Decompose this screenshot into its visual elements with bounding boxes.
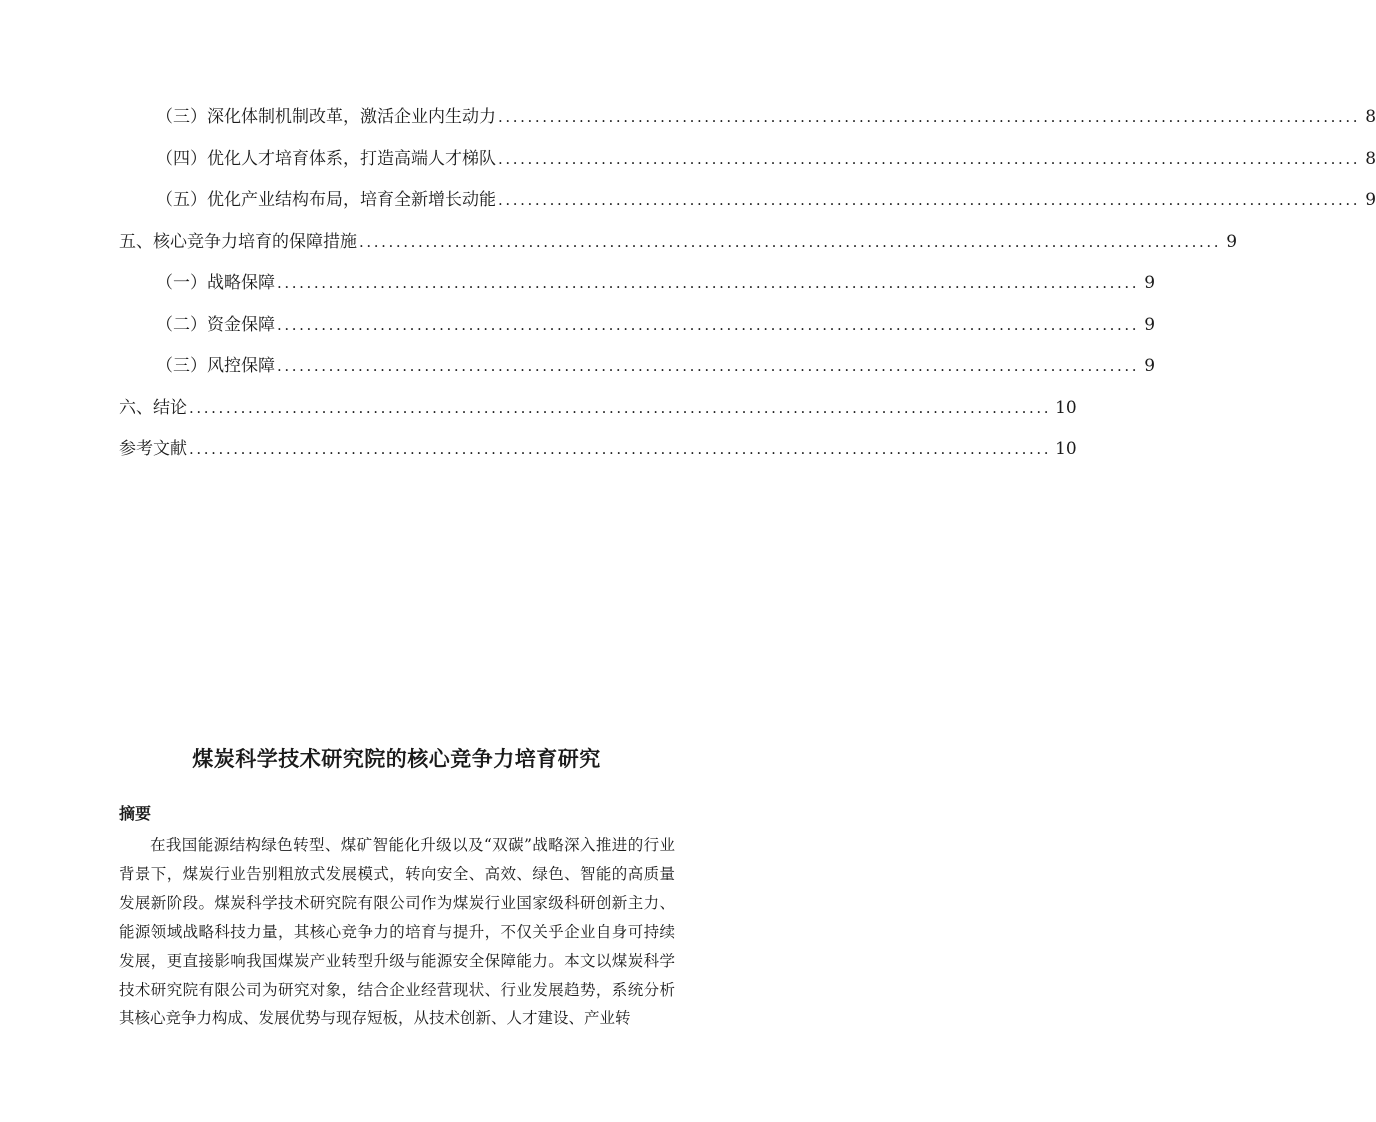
- toc-entry-title: （五）优化产业结构布局，培育全新增长动能: [156, 190, 496, 210]
- toc-leader-dots: .....................................................................................................................: [498, 191, 1361, 209]
- toc-entry[interactable]: [0, 188, 1376, 212]
- toc-entry-title: 参考文献: [119, 439, 187, 459]
- toc-page-number: 10: [1055, 439, 1077, 459]
- toc-entry-title: 六、结论: [119, 398, 187, 418]
- toc-leader-dots: .....................................................................................................................: [498, 150, 1361, 168]
- toc-page-number: 8: [1365, 107, 1376, 127]
- toc-entry[interactable]: [0, 354, 1156, 378]
- toc-entry[interactable]: [0, 147, 1376, 171]
- toc-entry[interactable]: [0, 271, 1156, 295]
- toc-page-number: 9: [1226, 232, 1238, 252]
- toc-leader-dots: .....................................................................................................................: [189, 440, 1052, 458]
- document-title: 煤炭科学技术研究院的核心竞争力培育研究: [192, 747, 601, 771]
- abstract-heading: 摘要: [119, 804, 152, 823]
- toc-entry-title: （三）深化体制机制改革，激活企业内生动力: [156, 107, 496, 127]
- toc-entry-title: （二）资金保障: [156, 315, 275, 335]
- toc-leader-dots: .....................................................................................................................: [277, 316, 1140, 334]
- toc-page-number: 9: [1144, 273, 1156, 293]
- toc-entry-title: 五、核心竞争力培育的保障措施: [119, 232, 357, 252]
- toc-entry-title: （一）战略保障: [156, 273, 275, 293]
- abstract-body: 在我国能源结构绿色转型、煤矿智能化升级以及“双碳”战略深入推进的行业背景下，煤炭行业告别粗放式发展模式，转向安全、高效、绿色、智能的高质量发展新阶段。煤炭科学技术研究院有限公司作为煤炭行业国家级科研创新主力、能源领域战略科技力量，其核心竞争力的培育与提升，不仅关乎企业自身可持续发展，更直接影响我国煤炭产业转型升级与能源安全保障能力。本文以煤炭科学技术研究院有限公司为研究对象，结合企业经营现状、行业发展趋势，系统分析其核心竞争力构成、发展优势与现存短板，从技术创新、人才建设、产业转: [119, 836, 675, 1028]
- toc-leader-dots: .....................................................................................................................: [498, 108, 1361, 126]
- toc-page-number: 10: [1055, 398, 1077, 418]
- toc-page-number: 9: [1365, 190, 1376, 210]
- toc-entry[interactable]: [0, 313, 1156, 337]
- toc-entry[interactable]: [0, 105, 1376, 129]
- toc-leader-dots: .....................................................................................................................: [277, 274, 1140, 292]
- toc-leader-dots: .....................................................................................................................: [277, 357, 1140, 375]
- toc-entry[interactable]: [0, 396, 1077, 420]
- toc-entry[interactable]: [0, 437, 1077, 461]
- toc-entry-title: （三）风控保障: [156, 356, 275, 376]
- toc-page-number: 9: [1144, 315, 1156, 335]
- toc-page-number: 9: [1144, 356, 1156, 376]
- toc-leader-dots: .....................................................................................................................: [189, 399, 1052, 417]
- toc-page-number: 8: [1365, 149, 1376, 169]
- toc-entry[interactable]: [0, 230, 1238, 254]
- toc-entry-title: （四）优化人才培育体系，打造高端人才梯队: [156, 149, 496, 169]
- toc-leader-dots: .....................................................................................................................: [359, 233, 1222, 251]
